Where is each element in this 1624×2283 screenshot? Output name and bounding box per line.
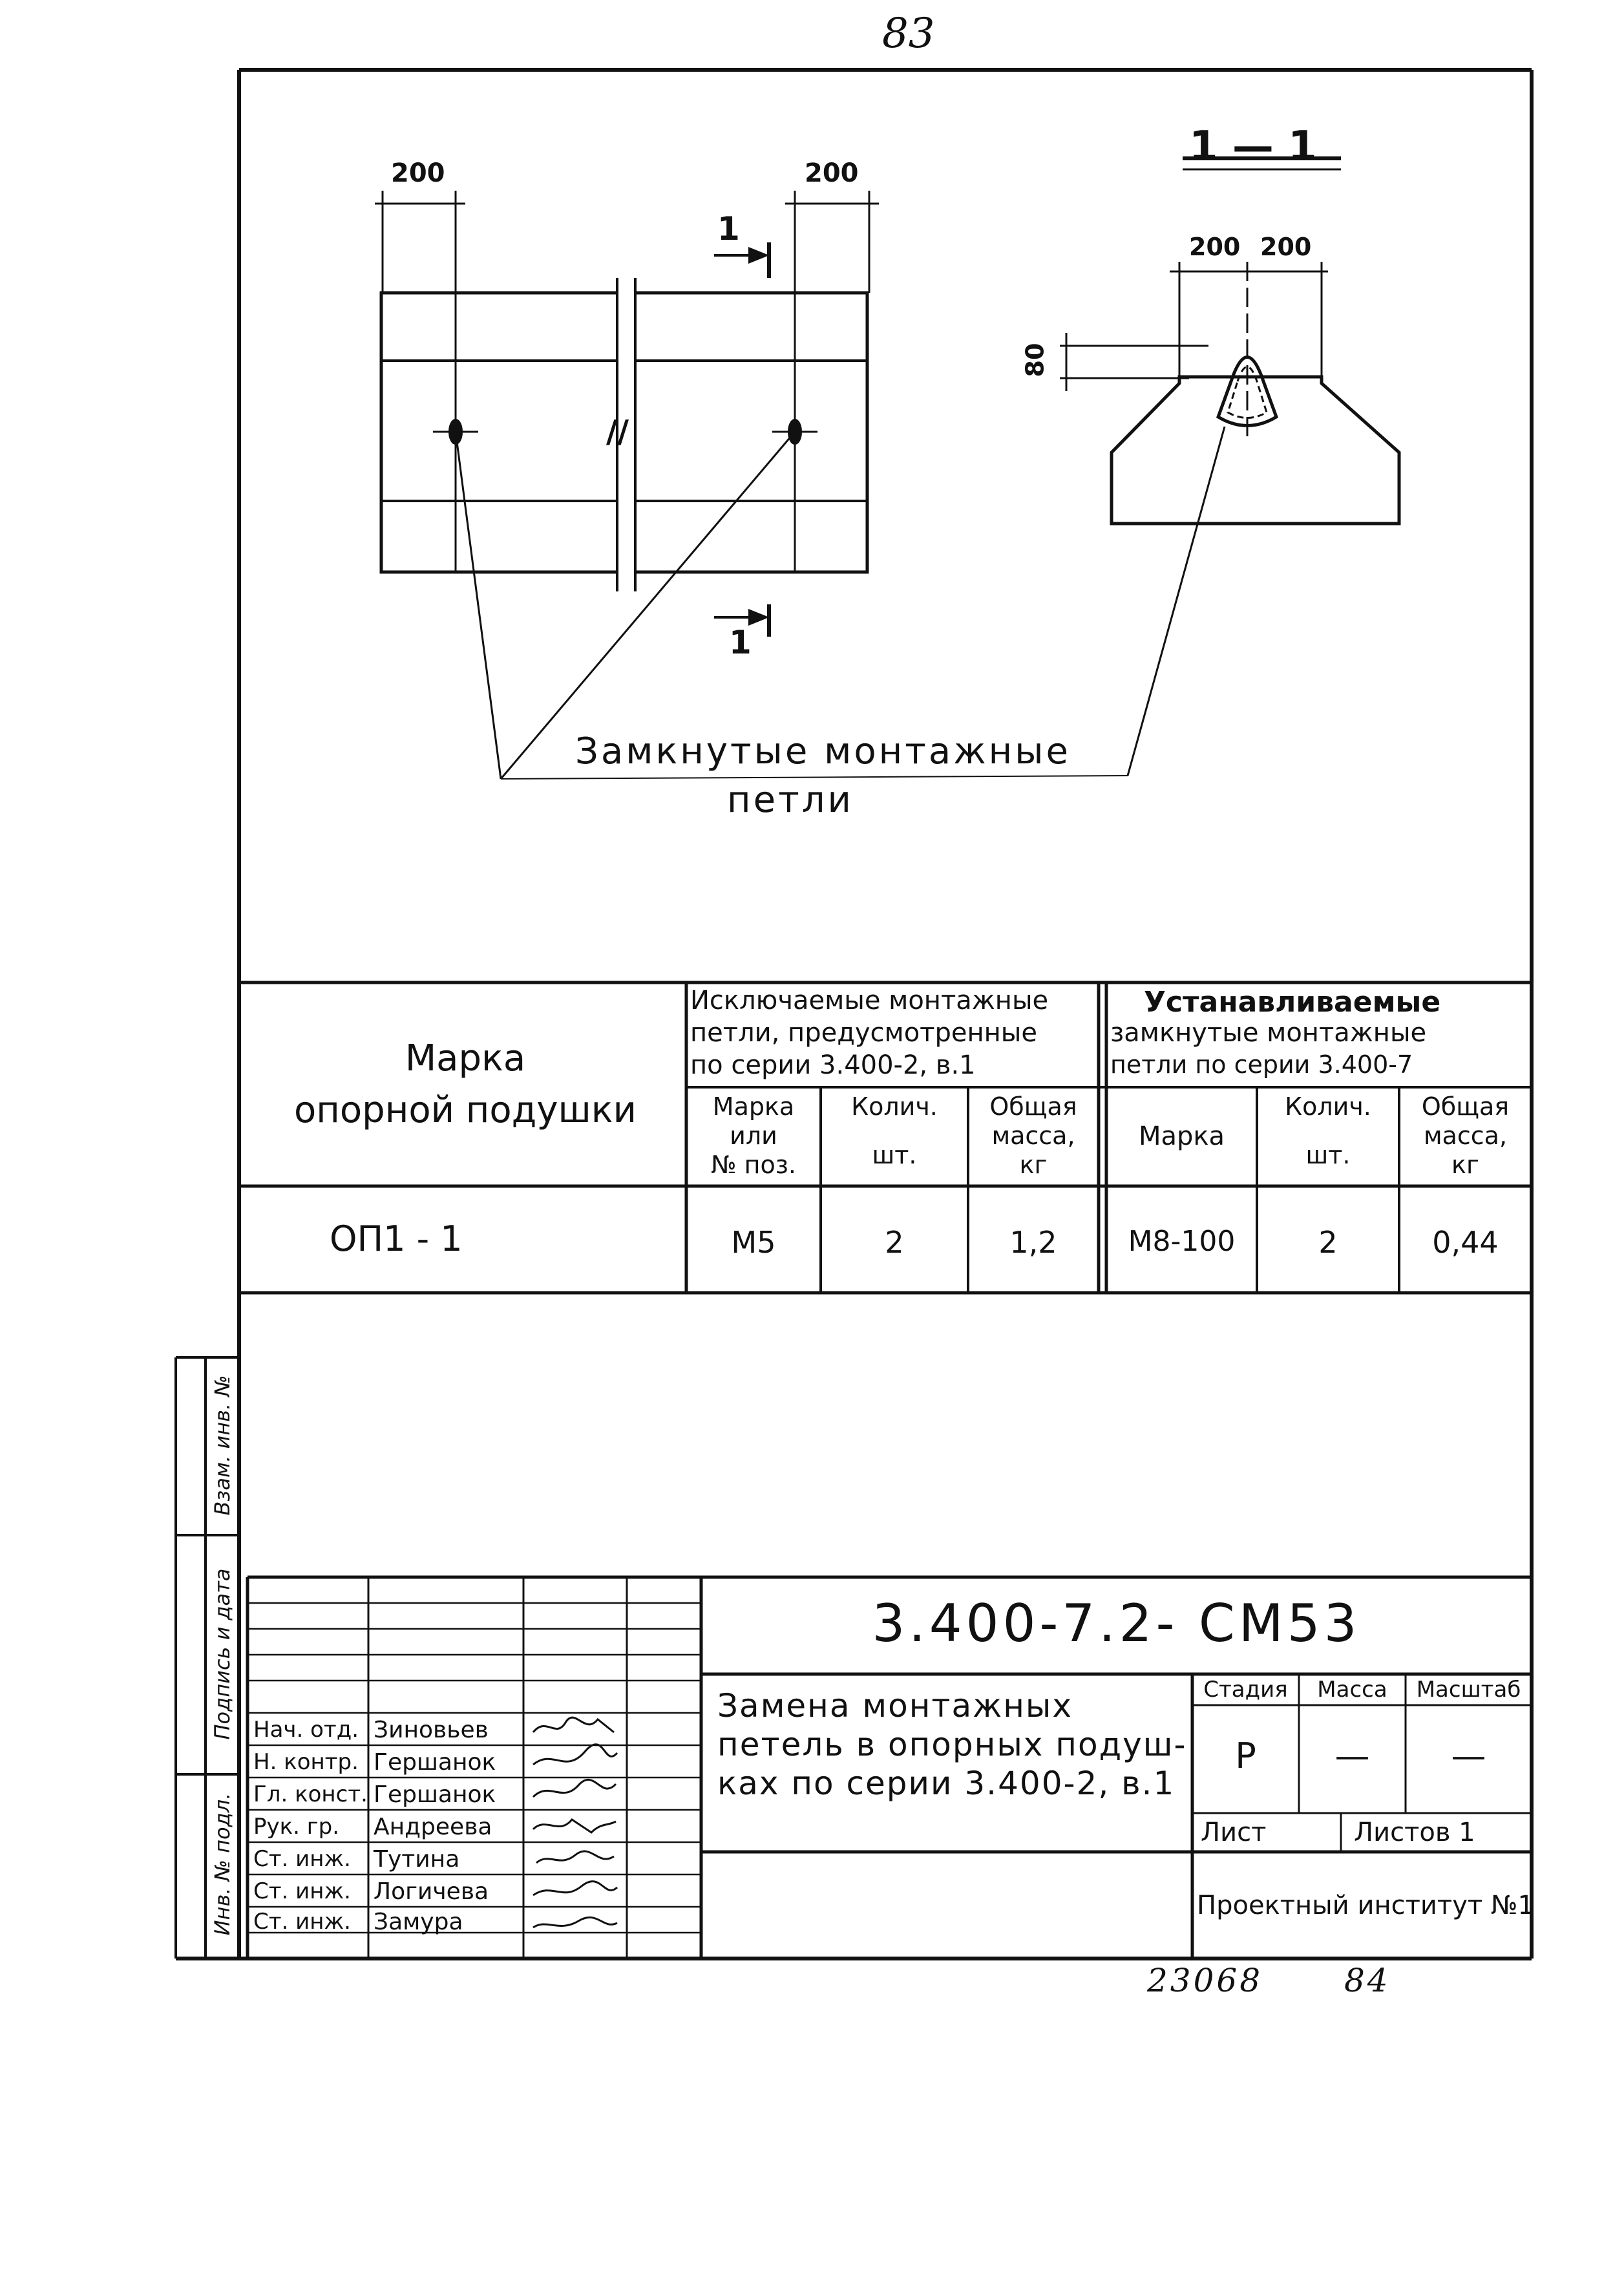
cell-inst-qty: 2	[1318, 1225, 1338, 1260]
sheet-label: Лист	[1201, 1818, 1267, 1847]
group-excluded-line2: петли, предусмотренные	[690, 1018, 1037, 1048]
signer-role: Н. контр.	[253, 1749, 359, 1775]
leader-lines	[456, 427, 1225, 779]
signer-role: Ст. инж.	[253, 1909, 351, 1935]
col-marka-excl-1: Марка	[712, 1092, 795, 1121]
archive-number: 23068	[1147, 1962, 1263, 1999]
col-mass-excl-1: Общая	[989, 1092, 1077, 1121]
col-mass-excl-3: кг	[1019, 1151, 1048, 1179]
col-marka-inst: Марка	[1138, 1121, 1225, 1151]
scale-label: Масштаб	[1416, 1677, 1521, 1703]
cut-mark-bottom: 1	[729, 624, 752, 661]
col-mass-inst-3: кг	[1451, 1151, 1479, 1179]
signatures	[527, 1713, 624, 1939]
stage-label: Стадия	[1203, 1677, 1288, 1703]
signer-role: Ст. инж.	[253, 1846, 351, 1872]
section-label: 1 — 1	[1189, 123, 1317, 171]
title-line2: петель в опорных подуш-	[717, 1726, 1187, 1763]
col-qty-inst-2: шт.	[1305, 1141, 1351, 1169]
stage-value: Р	[1235, 1736, 1256, 1776]
scale-value: —	[1451, 1736, 1486, 1776]
col-marka-excl-3: № поз.	[711, 1151, 796, 1179]
side-stamp-inv-podl: Инв. № подл.	[210, 1792, 235, 1936]
break-mark: //	[606, 414, 629, 450]
signer-role: Рук. гр.	[253, 1814, 340, 1840]
dim-section-200-b: 200	[1260, 233, 1312, 261]
group-excluded-line3: по серии 3.400-2, в.1	[690, 1050, 976, 1080]
title-line3: ках по серии 3.400-2, в.1	[717, 1765, 1176, 1802]
signer-role: Нач. отд.	[253, 1717, 359, 1743]
cell-inst-mark: М8-100	[1128, 1225, 1236, 1258]
side-stamp-vzam-inv: Взам. инв. №	[210, 1375, 235, 1516]
group-installed-line1: Устанавливаемые	[1144, 986, 1441, 1019]
cell-excl-mass: 1,2	[1009, 1225, 1057, 1260]
sheets-label: Листов 1	[1354, 1818, 1475, 1847]
dim-section-80: 80	[1020, 343, 1049, 377]
col-mass-excl-2: масса,	[991, 1121, 1075, 1150]
signer-name: Логичева	[374, 1878, 489, 1905]
dim-right-200: 200	[805, 158, 859, 188]
signer-name: Гершанок	[374, 1749, 496, 1776]
signer-name: Андреева	[374, 1814, 492, 1840]
doc-code: 3.400-7.2- СМ53	[872, 1593, 1361, 1653]
dim-left-200: 200	[391, 158, 445, 188]
signer-name: Гершанок	[374, 1781, 496, 1808]
col-mass-inst-1: Общая	[1421, 1092, 1510, 1121]
side-stamp-sign-date: Подпись и дата	[210, 1568, 235, 1740]
row-header-line1: Марка	[405, 1037, 526, 1079]
page-number-top: 83	[882, 10, 935, 58]
col-marka-excl-2: или	[730, 1121, 777, 1150]
cut-mark-top: 1	[717, 210, 740, 248]
group-installed-line3: петли по серии 3.400-7	[1110, 1050, 1413, 1079]
row-header-line2: опорной подушки	[294, 1089, 637, 1131]
signer-name: Замура	[374, 1909, 463, 1935]
group-installed-line2: замкнутые монтажные	[1110, 1018, 1427, 1048]
col-mass-inst-2: масса,	[1423, 1121, 1508, 1150]
signer-name: Тутина	[374, 1846, 460, 1873]
signer-role: Гл. конст.	[253, 1781, 368, 1807]
cell-mark: ОП1 - 1	[330, 1218, 463, 1259]
signer-name: Зиновьев	[374, 1717, 489, 1743]
col-qty-inst-1: Колич.	[1285, 1092, 1371, 1121]
col-qty-excl-1: Колич.	[851, 1092, 938, 1121]
mass-value: —	[1334, 1736, 1370, 1776]
col-qty-excl-2: шт.	[872, 1141, 917, 1169]
page-number-bottom: 84	[1344, 1962, 1391, 1999]
cell-excl-qty: 2	[885, 1225, 904, 1260]
dim-section-200-a: 200	[1189, 233, 1241, 261]
cell-excl-mark: М5	[731, 1225, 776, 1260]
cell-inst-mass: 0,44	[1432, 1225, 1499, 1260]
signer-role: Ст. инж.	[253, 1878, 351, 1904]
callout-line1: Замкнутые монтажные	[575, 730, 1071, 772]
group-excluded-line1: Исключаемые монтажные	[690, 986, 1049, 1015]
title-line1: Замена монтажных	[717, 1687, 1073, 1725]
institute-name: Проектный институт №1	[1197, 1891, 1534, 1920]
section-view	[1060, 158, 1399, 524]
callout-line2: петли	[727, 779, 854, 821]
mass-label: Масса	[1317, 1677, 1387, 1703]
